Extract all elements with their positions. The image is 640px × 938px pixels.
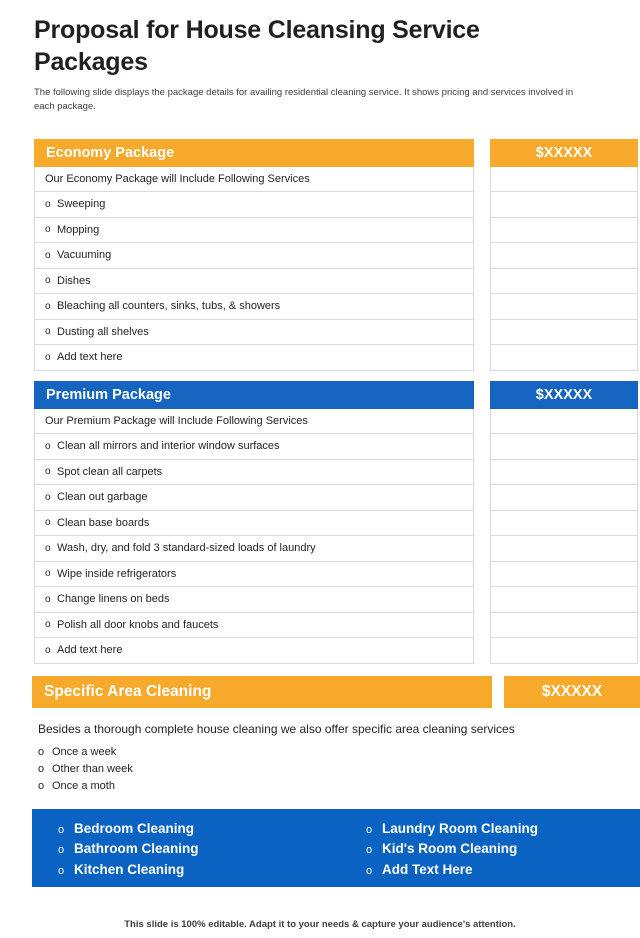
list-bullet-icon: o: [45, 440, 51, 452]
list-bullet-icon: o: [366, 864, 373, 877]
list-bullet-icon: o: [366, 844, 373, 857]
table-row: [34, 613, 474, 639]
band-service-label: Bathroom Cleaning: [74, 841, 199, 857]
price-cell[interactable]: [490, 345, 638, 371]
list-item: [366, 860, 640, 881]
list-item: [38, 761, 624, 778]
list-bullet-icon: o: [45, 300, 51, 312]
price-cell[interactable]: [490, 562, 638, 588]
table-row: [34, 320, 474, 346]
band-service-label: Laundry Room Cleaning: [382, 820, 539, 836]
list-bullet-icon: o: [45, 224, 51, 236]
list-item: [38, 778, 624, 795]
price-cell[interactable]: [490, 409, 638, 435]
premium-item-label: Wash, dry, and fold 3 standard-sized loads of laundry: [57, 542, 316, 555]
economy-package-block: [34, 139, 638, 371]
list-item: [58, 839, 336, 860]
price-cell[interactable]: [490, 167, 638, 193]
price-cell[interactable]: [490, 460, 638, 486]
specific-area-block: [32, 676, 640, 708]
premium-item-label: Polish all door knobs and faucets: [57, 618, 219, 631]
economy-item-label[interactable]: Add text here: [57, 351, 123, 364]
list-bullet-icon: o: [58, 823, 65, 836]
band-service-label[interactable]: Add Text Here: [382, 861, 473, 877]
table-row: [34, 587, 474, 613]
price-cell[interactable]: [490, 294, 638, 320]
list-bullet-icon: o: [45, 198, 51, 210]
economy-item-label: Dishes: [57, 274, 91, 287]
premium-package-block: [34, 381, 638, 664]
price-cell[interactable]: [490, 434, 638, 460]
frequency-label: Once a moth: [52, 779, 115, 792]
slide: [0, 14, 640, 938]
table-row: [34, 511, 474, 537]
list-bullet-icon: o: [38, 745, 45, 758]
price-cell[interactable]: [490, 485, 638, 511]
price-cell[interactable]: [490, 320, 638, 346]
economy-price-header: $XXXXX: [490, 139, 638, 167]
list-item: [38, 744, 624, 761]
page-title: Proposal for House Cleansing Service Packages: [34, 16, 480, 76]
price-cell[interactable]: [490, 243, 638, 269]
table-row: [34, 192, 474, 218]
specific-area-price: $XXXXX: [504, 676, 640, 708]
table-row: [34, 485, 474, 511]
table-row: [34, 562, 474, 588]
list-bullet-icon: o: [45, 593, 51, 605]
list-bullet-icon: o: [45, 249, 51, 261]
list-item: [58, 819, 336, 840]
economy-item-label: Sweeping: [57, 198, 106, 211]
list-bullet-icon: o: [45, 351, 51, 363]
table-row: [34, 638, 474, 664]
list-bullet-icon: o: [45, 542, 51, 554]
premium-intro-row: Our Premium Package will Include Following Services: [34, 409, 474, 435]
premium-price-header: $XXXXX: [490, 381, 638, 409]
table-row: [34, 269, 474, 295]
table-row: [34, 434, 474, 460]
frequency-label: Once a week: [52, 745, 117, 758]
list-bullet-icon: o: [38, 779, 45, 792]
list-bullet-icon: o: [45, 568, 51, 580]
specific-area-description: Besides a thorough complete house cleaning we also offer specific area cleaning services: [38, 721, 515, 736]
list-bullet-icon: o: [45, 466, 51, 478]
premium-item-label: Clean base boards: [57, 516, 150, 529]
premium-package-header: Premium Package: [34, 381, 474, 409]
price-cell[interactable]: [490, 192, 638, 218]
band-column-right: [336, 819, 640, 887]
economy-package-header: Economy Package: [34, 139, 474, 167]
price-cell[interactable]: [490, 613, 638, 639]
table-row: [34, 345, 474, 371]
band-column-left: [32, 819, 336, 887]
specific-area-frequency-list: [38, 744, 624, 795]
economy-price-column: [490, 139, 638, 371]
economy-intro-row: Our Economy Package will Include Following Services: [34, 167, 474, 193]
economy-item-label: Bleaching all counters, sinks, tubs, & showers: [57, 300, 281, 313]
economy-item-label: Mopping: [57, 223, 100, 236]
list-bullet-icon: o: [45, 644, 51, 656]
premium-item-label: Clean all mirrors and interior window surfaces: [57, 440, 280, 453]
premium-item-label: Clean out garbage: [57, 491, 148, 504]
table-row: [34, 218, 474, 244]
premium-item-label: Wipe inside refrigerators: [57, 567, 177, 580]
list-bullet-icon: o: [45, 517, 51, 529]
list-bullet-icon: o: [45, 619, 51, 631]
list-item: [366, 839, 640, 860]
list-bullet-icon: o: [45, 275, 51, 287]
price-cell[interactable]: [490, 269, 638, 295]
premium-item-label[interactable]: Add text here: [57, 644, 123, 657]
table-row: [34, 460, 474, 486]
specific-area-header: Specific Area Cleaning: [32, 676, 492, 708]
specific-area-services-band: [32, 809, 640, 887]
table-row: [34, 294, 474, 320]
band-service-label: Kitchen Cleaning: [74, 861, 185, 877]
premium-item-label: Spot clean all carpets: [57, 465, 163, 478]
table-row: [34, 536, 474, 562]
premium-service-table: [34, 381, 474, 664]
premium-item-label: Change linens on beds: [57, 593, 170, 606]
price-cell[interactable]: [490, 218, 638, 244]
table-row: [34, 243, 474, 269]
list-item: [58, 860, 336, 881]
price-cell[interactable]: [490, 536, 638, 562]
premium-price-column: [490, 381, 638, 664]
list-bullet-icon: o: [45, 491, 51, 503]
band-service-label: Bedroom Cleaning: [74, 820, 195, 836]
list-item: [366, 819, 640, 840]
list-bullet-icon: o: [45, 326, 51, 338]
economy-item-label: Vacuuming: [57, 249, 112, 262]
list-bullet-icon: o: [58, 864, 65, 877]
page-subtitle: The following slide displays the package details for availing residential cleaning service. It shows pricing and services involved in each package.: [34, 87, 574, 113]
frequency-label: Other than week: [52, 762, 133, 775]
price-cell[interactable]: [490, 587, 638, 613]
economy-service-table: [34, 139, 474, 371]
price-cell[interactable]: [490, 511, 638, 537]
list-bullet-icon: o: [366, 823, 373, 836]
band-service-label: Kid's Room Cleaning: [382, 841, 518, 857]
economy-item-label: Dusting all shelves: [57, 325, 149, 338]
list-bullet-icon: o: [58, 844, 65, 857]
list-bullet-icon: o: [38, 762, 45, 775]
footer-note: This slide is 100% editable. Adapt it to your needs & capture your audience's attention.: [124, 919, 516, 930]
price-cell[interactable]: [490, 638, 638, 664]
